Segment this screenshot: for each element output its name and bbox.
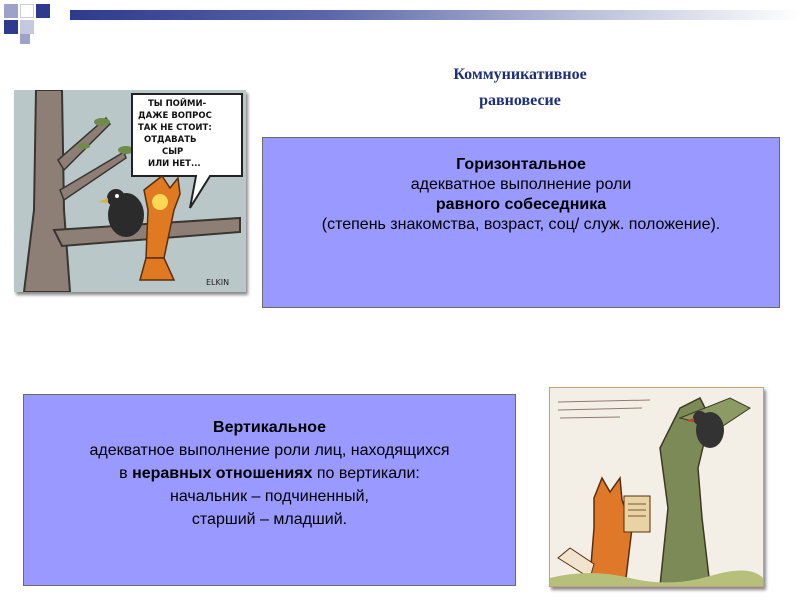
horizontal-line-1: адекватное выполнение роли: [410, 176, 632, 193]
vertical-line-3: начальник – подчиненный,: [170, 488, 369, 505]
horizontal-heading: Горизонтальное: [456, 156, 586, 173]
vertical-heading: Вертикальное: [213, 419, 326, 436]
decorative-squares: [0, 0, 70, 48]
cartoon-fox-book-illustration: [550, 388, 763, 586]
cartoon-crow-fox-image: [14, 90, 246, 292]
horizontal-balance-box: [262, 137, 780, 308]
vertical-line-4: старший – младший.: [191, 511, 348, 528]
title-line-1: Коммуникативное: [453, 66, 587, 83]
vertical-balance-box: [23, 394, 516, 586]
horizontal-line-2: равного собеседника: [435, 196, 607, 213]
cartoon-crow-fox-illustration: [14, 90, 246, 292]
speech-line-5: СЫР: [162, 147, 184, 157]
header-gradient-bar: [70, 10, 800, 20]
vertical-line-2-post: по вертикали:: [312, 465, 420, 482]
speech-line-4: ОТДАВАТЬ: [144, 135, 197, 145]
speech-line-2: ДАЖЕ ВОПРОС: [138, 111, 212, 121]
vertical-line-2: [24, 462, 515, 485]
cartoon-fox-book-image: [549, 387, 764, 587]
horizontal-line-3: (степень знакомства, возраст, соц/ служ. положение).: [321, 216, 721, 233]
title-line-2: равновесие: [479, 92, 561, 109]
speech-line-3: ТАК НЕ СТОИТ:: [138, 123, 212, 133]
header-decoration: [0, 0, 800, 48]
vertical-line-2-pre: в: [119, 465, 133, 482]
cartoon-signature: ELKIN: [206, 278, 230, 287]
speech-line-6: ИЛИ НЕТ...: [148, 159, 201, 169]
vertical-line-1: адекватное выполнение роли лиц, находящихся: [89, 442, 450, 459]
speech-line-1: ТЫ ПОЙМИ-: [148, 99, 207, 109]
vertical-line-2-bold: неравных отношениях: [132, 465, 313, 482]
slide-title: [400, 62, 640, 114]
